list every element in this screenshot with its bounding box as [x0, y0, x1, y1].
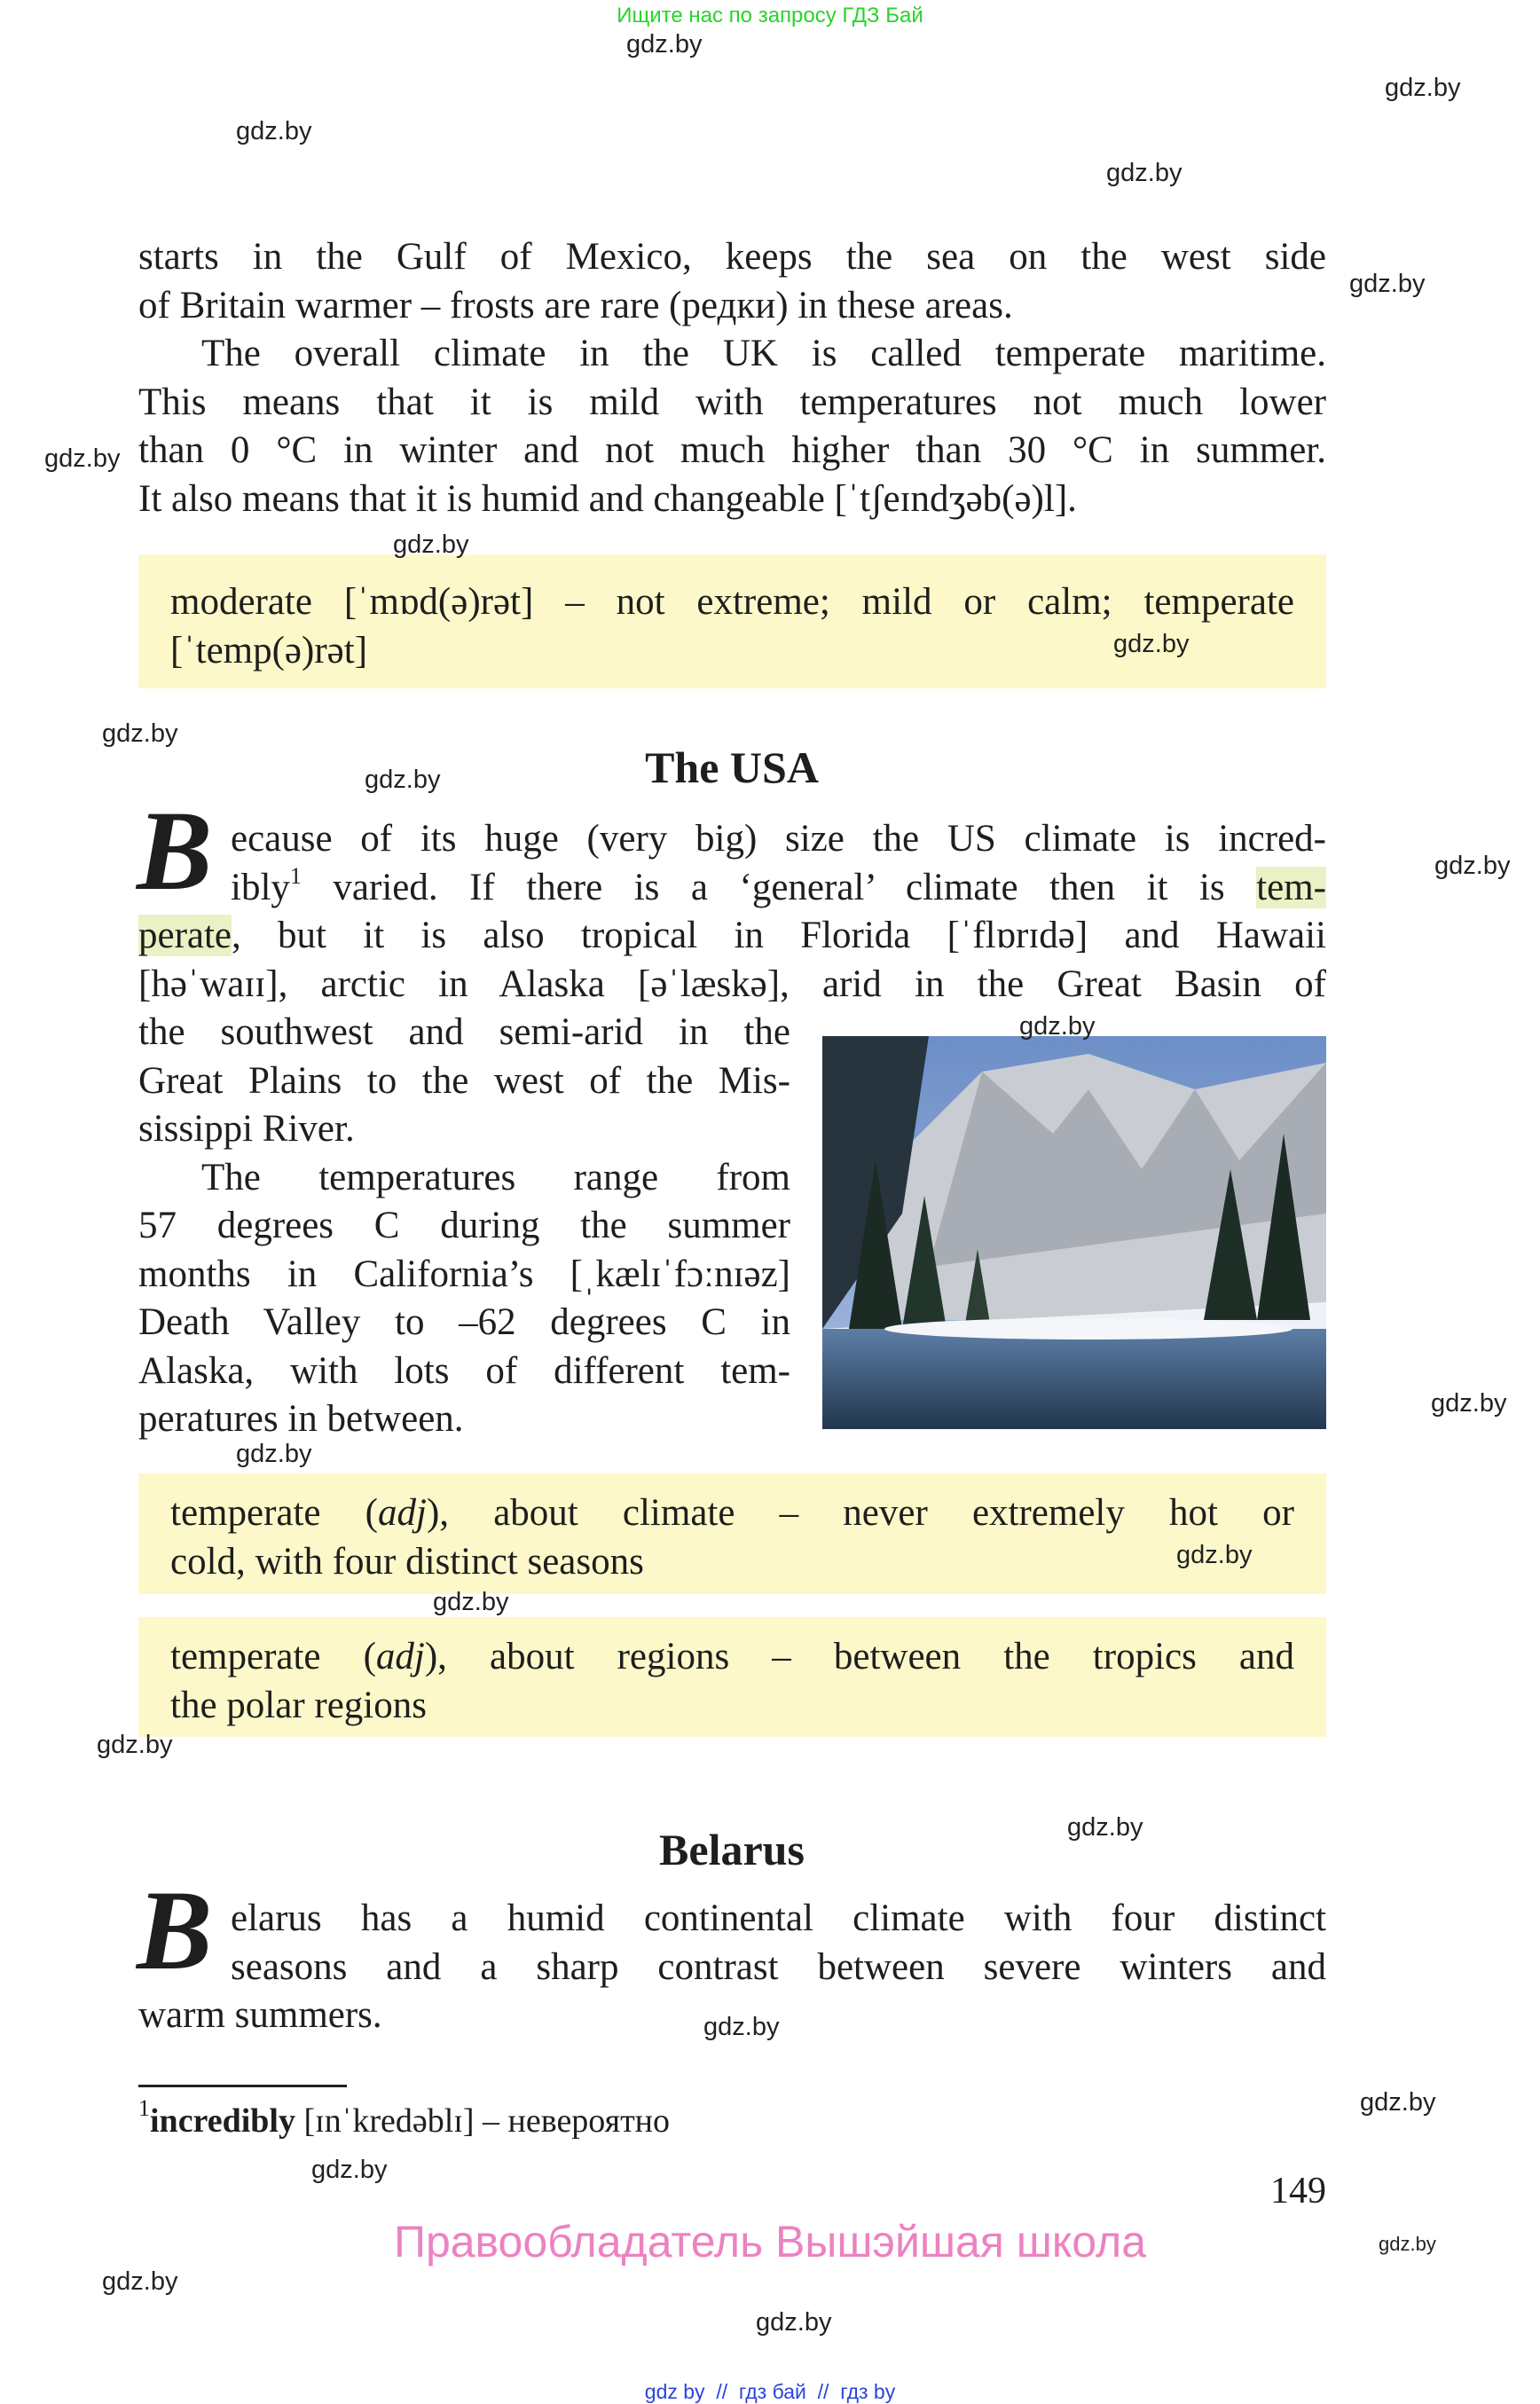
watermark: gdz.by [311, 2156, 388, 2184]
watermark: gdz.by [1379, 2233, 1436, 2255]
watermark: gdz.by [97, 1731, 173, 1759]
text-segment: Death Valley to –62 degrees C in [138, 1301, 790, 1343]
text-segment: adj [378, 1492, 427, 1534]
text-segment: temperate ( [170, 1492, 378, 1534]
text-line [138, 1395, 464, 1444]
watermark: gdz.by [433, 1588, 509, 1616]
footnote-text: [ɪnˈkredəblɪ] – невероятно [295, 2102, 671, 2140]
footer-links[interactable]: gdz by // гдз бай // гдз by [644, 2380, 896, 2403]
text-segment: ), about climate – never extremely hot or [426, 1492, 1294, 1534]
footnote-divider [138, 2085, 347, 2087]
highlighted-word: perate [138, 915, 232, 956]
text-line: than 0 °C in winter and not much higher than 30 °C in summer. [138, 429, 1326, 471]
text-segment: 1 [289, 862, 302, 889]
watermark: gdz.by [102, 719, 178, 748]
search-banner[interactable]: Ищите нас по запросу ГДЗ Бай [617, 4, 923, 27]
text-segment: Great Plains to the west of the Mis- [138, 1059, 790, 1102]
watermark: gdz.by [44, 444, 121, 473]
text-line [170, 1489, 1294, 1538]
watermark: gdz.by [1106, 159, 1182, 187]
watermark: gdz.by [1434, 852, 1511, 880]
text-line [201, 1154, 790, 1203]
text-segment: , but it is also tropical in Florida [ˈflɒrɪdə] and Hawaii [232, 915, 1326, 956]
text-segment: cold, with four distinct seasons [170, 1540, 644, 1583]
text-line: of Britain warmer – frosts are rare (редки) in these areas. [138, 284, 1013, 326]
vocab-box-temperate-regions [138, 1617, 1326, 1737]
drop-cap: B [137, 788, 213, 914]
text-segment: varied. If there is a ‘general’ climate then it is [301, 866, 1257, 908]
text-line: warm summers. [138, 1994, 382, 2036]
snowy-valley-photo [822, 1036, 1326, 1429]
drop-cap: B [137, 1867, 213, 1993]
watermark: gdz.by [102, 2267, 178, 2296]
vocab-definition [170, 578, 1294, 675]
text-segment: Alaska, with lots of different tem- [138, 1349, 790, 1392]
text-segment: The temperatures range from [201, 1156, 790, 1198]
section-heading-usa: The USA [645, 742, 819, 792]
footnote [138, 2095, 671, 2143]
vocab-definition [170, 1633, 1294, 1730]
vocab-box-moderate [138, 554, 1326, 688]
text-segment: ), about regions – between the tropics and [424, 1636, 1294, 1677]
text-line: It also means that it is humid and changeable [ˈtʃeɪndʒəb(ə)l]. [138, 477, 1077, 520]
text-segment: the southwest and semi-arid in the [138, 1011, 790, 1053]
watermark: gdz.by [1067, 1813, 1143, 1842]
watermark: gdz.by [756, 2308, 832, 2337]
text-line: [ˈtemp(ə)rət] [170, 629, 368, 672]
watermark: gdz.by [703, 2013, 780, 2041]
watermark: gdz.by [393, 530, 469, 559]
copyright-notice: Правообладатель Вышэйшая школа [394, 2217, 1146, 2267]
vocab-definition [170, 1489, 1294, 1586]
text-line [138, 912, 1326, 961]
text-segment: the polar regions [170, 1684, 427, 1726]
intro-paragraph [138, 233, 1326, 523]
text-line: moderate [ˈmɒd(ə)rət] – not extreme; mild or calm; temperate [170, 581, 1294, 623]
text-line [170, 1682, 427, 1731]
text-line [138, 1347, 790, 1396]
vocab-box-temperate-climate [138, 1473, 1326, 1594]
section-heading-belarus: Belarus [659, 1825, 805, 1874]
text-line: elarus has a humid continental climate with four distinct [231, 1897, 1326, 1939]
text-line: seasons and a sharp contrast between severe winters and [231, 1945, 1326, 1988]
text-line [138, 1009, 790, 1057]
watermark: gdz.by [1113, 630, 1190, 658]
text-line: starts in the Gulf of Mexico, keeps the sea on the west side [138, 236, 1326, 278]
watermark: gdz.by [236, 117, 312, 145]
text-line [138, 1105, 355, 1154]
text-line [231, 864, 1326, 913]
text-line [170, 1633, 1294, 1682]
highlighted-word: tem- [1256, 866, 1326, 908]
text-line: This means that it is mild with temperatures not much lower [138, 381, 1326, 423]
text-segment: sissippi River. [138, 1108, 355, 1150]
text-segment: ecause of its huge (very big) size the US climate is incred- [231, 818, 1326, 860]
text-line [138, 1299, 790, 1347]
footnote-mark: 1 [138, 2095, 150, 2121]
text-line: The overall climate in the UK is called temperate maritime. [201, 333, 1326, 374]
text-segment: peratures in between. [138, 1398, 464, 1440]
watermark: gdz.by [1431, 1389, 1507, 1418]
text-line [138, 1057, 790, 1106]
text-segment: adj [375, 1636, 425, 1677]
watermark: gdz.by [365, 766, 441, 794]
watermark: gdz.by [1349, 270, 1426, 298]
text-segment: [həˈwaɪɪ], arctic in Alaska [əˈlæskə], arid in the Great Basin of [138, 962, 1326, 1005]
text-line [138, 1202, 790, 1251]
watermark: gdz.by [1360, 2088, 1436, 2117]
watermark: gdz.by [1019, 1012, 1096, 1041]
watermark: gdz.by [626, 30, 703, 59]
watermark: gdz.by [236, 1440, 312, 1468]
text-line [231, 815, 1326, 864]
text-segment: 57 degrees C during the summer [138, 1205, 790, 1246]
text-line [170, 1538, 644, 1587]
text-segment: months in California’s [ˌkælɪˈfɔːnɪəz] [138, 1253, 790, 1295]
watermark: gdz.by [1176, 1541, 1253, 1569]
text-line [138, 961, 1326, 1010]
text-segment: temperate ( [170, 1636, 376, 1677]
text-segment: ibly [231, 866, 290, 908]
page-number: 149 [1270, 2171, 1326, 2212]
footnote-term: incredibly [150, 2102, 295, 2140]
watermark: gdz.by [1385, 74, 1461, 102]
text-line [138, 1251, 790, 1300]
